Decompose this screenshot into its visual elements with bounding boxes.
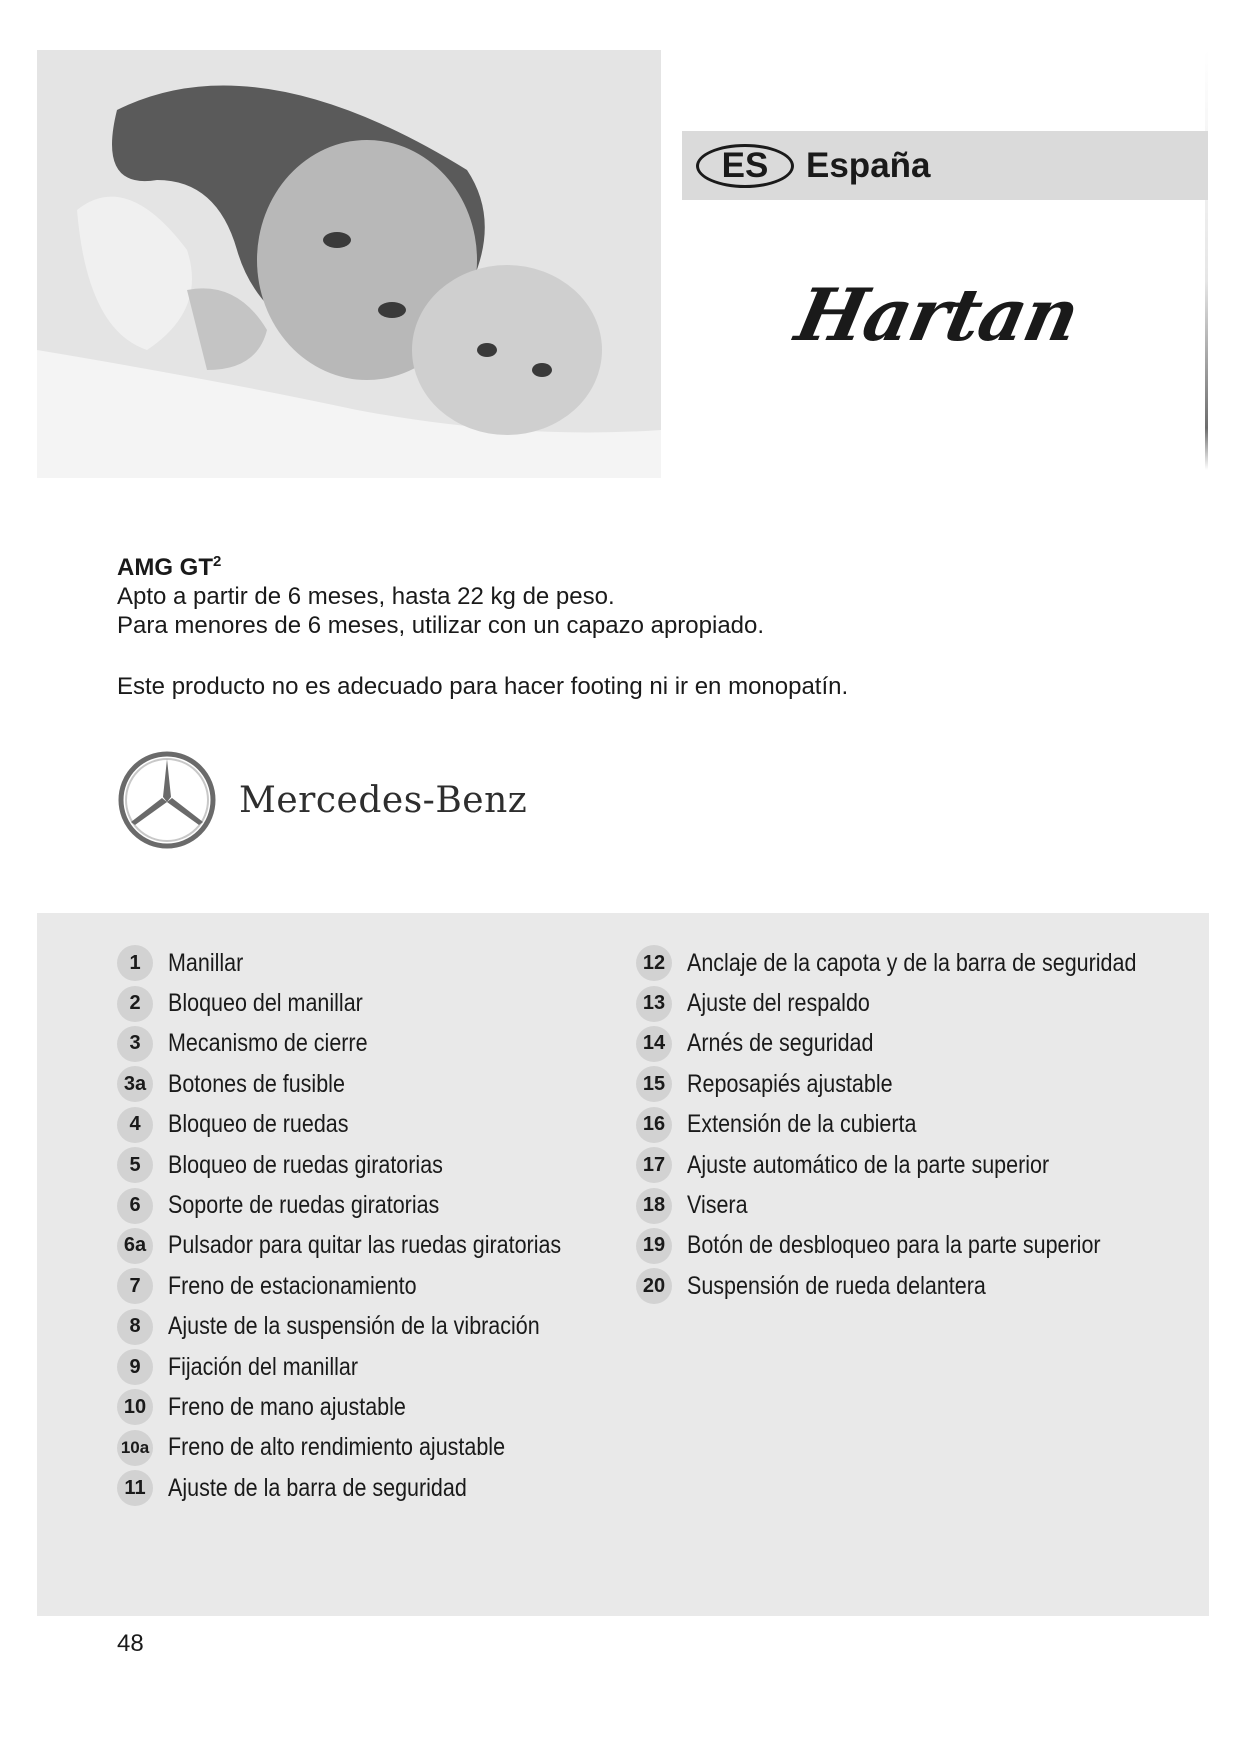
legend-item bbox=[636, 1064, 1210, 1104]
item-number-badge: 15 bbox=[636, 1066, 672, 1102]
hartan-logo: Hartan bbox=[788, 272, 1086, 357]
legend-item bbox=[117, 943, 625, 983]
item-label: Freno de alto rendimiento ajustable bbox=[168, 1433, 506, 1462]
age-weight-note: Apto a partir de 6 meses, hasta 22 kg de peso. bbox=[117, 583, 615, 610]
item-number-badge: 6 bbox=[117, 1188, 153, 1224]
item-label: Anclaje de la capota y de la barra de seguridad bbox=[687, 948, 1137, 977]
item-number-badge: 5 bbox=[117, 1147, 153, 1183]
item-label: Freno de mano ajustable bbox=[168, 1392, 406, 1421]
usage-warning: Este producto no es adecuado para hacer footing ni ir en monopatín. bbox=[117, 673, 849, 700]
legend-item bbox=[117, 1064, 625, 1104]
product-title: AMG $GT^2$ bbox=[117, 553, 222, 581]
legend-item bbox=[636, 1145, 1210, 1185]
legend-column-left bbox=[117, 943, 625, 1508]
item-number-badge: 3 bbox=[117, 1026, 153, 1062]
item-label: Botones de fusible bbox=[168, 1069, 345, 1098]
item-number-badge: 8 bbox=[117, 1309, 153, 1345]
item-number-badge: 1 bbox=[117, 945, 153, 981]
legend-item bbox=[117, 1347, 625, 1387]
legend-item bbox=[117, 1024, 625, 1064]
language-band bbox=[682, 131, 1208, 200]
legend-item bbox=[117, 1185, 625, 1225]
item-label: Botón de desbloqueo para la parte superior bbox=[687, 1231, 1101, 1260]
legend-column-right bbox=[636, 943, 1210, 1307]
legend-item bbox=[117, 1307, 625, 1347]
item-label: Bloqueo de ruedas giratorias bbox=[168, 1150, 443, 1179]
item-number-badge: 19 bbox=[636, 1228, 672, 1264]
mercedes-star-icon bbox=[117, 750, 217, 850]
item-label: Mecanismo de cierre bbox=[168, 1029, 368, 1058]
item-number-badge: 10a bbox=[117, 1430, 153, 1466]
item-label: Ajuste automático de la parte superior bbox=[687, 1150, 1050, 1179]
item-number-badge: 13 bbox=[636, 986, 672, 1022]
item-label: Bloqueo de ruedas bbox=[168, 1110, 349, 1139]
item-label: Ajuste de la barra de seguridad bbox=[168, 1473, 467, 1502]
legend-item bbox=[117, 983, 625, 1023]
item-number-badge: 16 bbox=[636, 1107, 672, 1143]
legend-item bbox=[117, 1468, 625, 1508]
item-number-badge: 9 bbox=[117, 1349, 153, 1385]
item-number-badge: 10 bbox=[117, 1389, 153, 1425]
legend-item bbox=[636, 1226, 1210, 1266]
legend-item bbox=[636, 1266, 1210, 1306]
product-intro bbox=[117, 547, 848, 701]
legend-item bbox=[636, 943, 1210, 983]
legend-item bbox=[117, 1145, 625, 1185]
item-number-badge: 4 bbox=[117, 1107, 153, 1143]
item-label: Bloqueo del manillar bbox=[168, 989, 363, 1018]
item-number-badge: 20 bbox=[636, 1268, 672, 1304]
language-name: España bbox=[806, 145, 931, 185]
legend-item bbox=[636, 1105, 1210, 1145]
item-number-badge: 7 bbox=[117, 1268, 153, 1304]
item-label: Extensión de la cubierta bbox=[687, 1110, 917, 1139]
edge-rule bbox=[1205, 50, 1208, 470]
item-label: Pulsador para quitar las ruedas giratorias bbox=[168, 1231, 562, 1260]
item-label: Manillar bbox=[168, 948, 244, 977]
product-superscript: 2 bbox=[213, 553, 222, 570]
legend-item bbox=[117, 1428, 625, 1468]
legend-item bbox=[117, 1226, 625, 1266]
item-label: Fijación del manillar bbox=[168, 1352, 359, 1381]
item-label: Arnés de seguridad bbox=[687, 1029, 874, 1058]
item-label: Ajuste de la suspensión de la vibración bbox=[168, 1312, 540, 1341]
item-label: Suspensión de rueda delantera bbox=[687, 1271, 986, 1300]
item-number-badge: 18 bbox=[636, 1188, 672, 1224]
legend-item bbox=[117, 1105, 625, 1145]
item-label: Reposapiés ajustable bbox=[687, 1069, 893, 1098]
page-number: 48 bbox=[117, 1630, 144, 1657]
legend-item bbox=[636, 983, 1210, 1023]
legend-item bbox=[117, 1266, 625, 1306]
item-label: Soporte de ruedas giratorias bbox=[168, 1191, 440, 1220]
legend-item bbox=[117, 1387, 625, 1427]
item-number-badge: 12 bbox=[636, 945, 672, 981]
item-number-badge: 3a bbox=[117, 1066, 153, 1102]
item-number-badge: 17 bbox=[636, 1147, 672, 1183]
item-label: Freno de estacionamiento bbox=[168, 1271, 417, 1300]
hero-photo bbox=[37, 50, 661, 478]
partner-name: Mercedes-Benz bbox=[239, 779, 528, 821]
item-label: Ajuste del respaldo bbox=[687, 989, 870, 1018]
bassinet-note: Para menores de 6 meses, utilizar con un capazo apropiado. bbox=[117, 612, 765, 639]
language-code-badge: ES bbox=[696, 144, 794, 188]
item-number-badge: 11 bbox=[117, 1470, 153, 1506]
item-label: Visera bbox=[687, 1191, 748, 1220]
item-number-badge: 6a bbox=[117, 1228, 153, 1264]
legend-item bbox=[636, 1024, 1210, 1064]
partner-logo bbox=[117, 750, 527, 850]
item-number-badge: 2 bbox=[117, 986, 153, 1022]
parts-legend bbox=[37, 913, 1209, 1616]
item-number-badge: 14 bbox=[636, 1026, 672, 1062]
legend-item bbox=[636, 1185, 1210, 1225]
